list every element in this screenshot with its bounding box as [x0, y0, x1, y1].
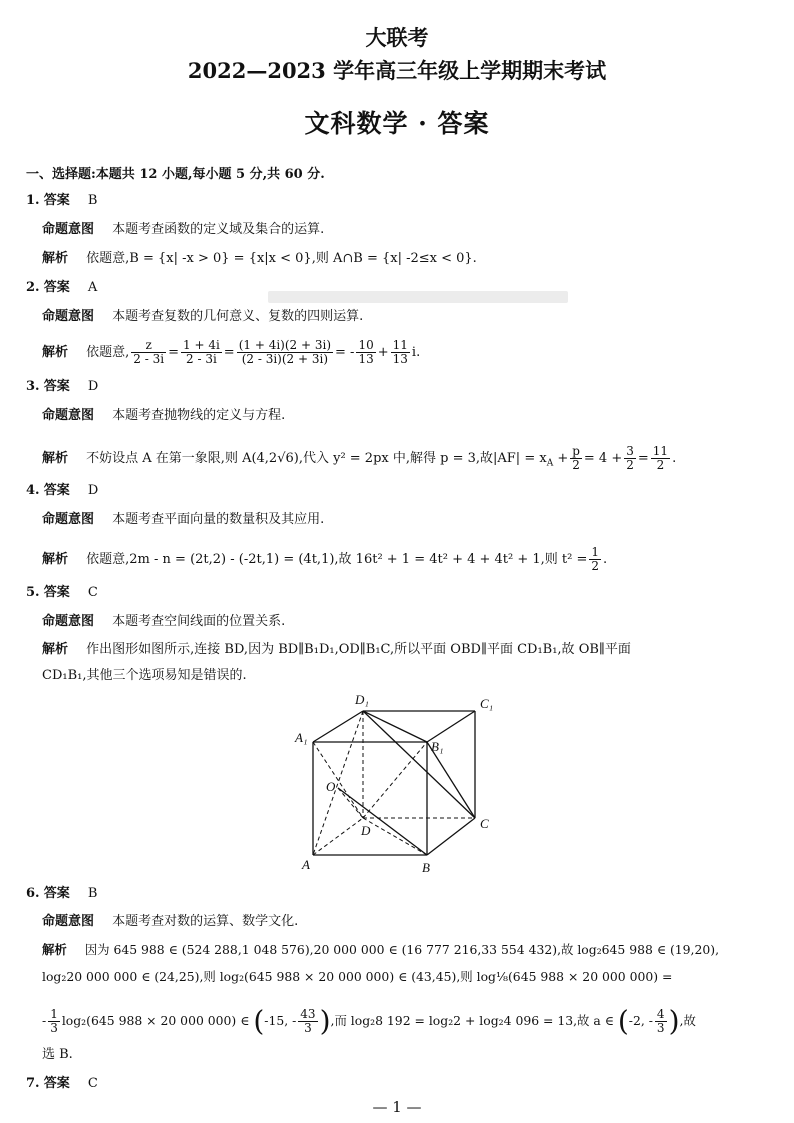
label-O: O [326, 779, 336, 794]
q3-answer-line [26, 379, 98, 395]
q2-analysis-line: 解析 依题意, $\frac{z}{2 - 3i}$ = $\frac{1 + 4i}{2 - 3i}$ = $\frac{(1 + 4i)(2 + 3i)}{(2 - 3i)(2 + 3i)}$ = - $\frac{10}{13}$ + $\frac{11}{13}$ i. [42, 338, 421, 366]
label-A1: A₁ [295, 730, 308, 745]
cube-figure [290, 688, 510, 878]
q5-analysis-line [42, 642, 631, 658]
answer-label: 答案 [43, 379, 70, 394]
q1-intent-line [42, 222, 324, 238]
q5-intent-line [42, 614, 285, 630]
intent-label: 命题意图 [42, 914, 95, 929]
q6-analysis-line-4: 选 B. [42, 1047, 73, 1062]
label-A: A [302, 857, 310, 872]
label-B1: B₁ [431, 739, 444, 754]
intent-label: 命题意图 [42, 614, 95, 629]
intent-label: 命题意图 [42, 512, 95, 527]
q3-intent: 本题考查抛物线的定义与方程. [112, 408, 286, 423]
hidden-edge-A1D [313, 742, 363, 818]
q4-intent: 本题考查平面向量的数量积及其应用. [112, 512, 325, 527]
q5-answer: C [87, 585, 98, 600]
fraction: $\frac{10}{13}$ [358, 338, 374, 366]
q6-answer-line [26, 886, 97, 902]
analysis-label: 解析 [42, 552, 69, 567]
q2-answer: A [87, 280, 98, 295]
q1-analysis: 依题意,B = {x| -x > 0} = {x|x < 0},则 A∩B = {x| -2≤x < 0}. [86, 251, 477, 266]
analysis-label: 解析 [42, 451, 69, 466]
q6-analysis-1: 因为 645 988 ∈ (524 288,1 048 576),20 000 000 ∈ (16 777 216,33 554 432),故 log₂645 988 ∈ (19,20), [84, 942, 720, 957]
exam-title: 2022—2023 学年高三年级上学期期末考试 [187, 58, 607, 83]
intent-label: 命题意图 [42, 309, 95, 324]
hidden-edge-DB1 [363, 742, 427, 818]
section-title: 一、选择题:本题共 12 小题,每小题 5 分,共 60 分. [26, 167, 325, 182]
q1-intent: 本题考查函数的定义域及集合的运算. [112, 222, 325, 237]
q1-answer-line [26, 193, 97, 209]
fraction: $\frac{1}{2}$ [591, 545, 600, 573]
q5-analysis-line-2: CD₁B₁,其他三个选项易知是错误的. [42, 668, 247, 683]
q2-answer-line [26, 280, 97, 296]
q6-answer: B [87, 886, 98, 901]
fraction: $\frac{1}{3}$ [50, 1007, 58, 1035]
q4-analysis-line: 解析 依题意,2m - n = (2t,2) - (-2t,1) = (4t,1),故 16t² + 1 = 4t² + 4 + 4t² + 1,则 t² = $\frac{1}{2}$ . [42, 545, 608, 573]
q6-number: 6. [26, 886, 40, 901]
q5-answer-line [26, 585, 98, 601]
q5-number: 5. [26, 585, 40, 600]
q2-analysis-pre: 依题意, [86, 345, 130, 360]
hidden-edge-AD [313, 818, 363, 855]
answer-label: 答案 [43, 280, 70, 295]
q4-intent-line [42, 512, 324, 528]
answer-label: 答案 [43, 585, 70, 600]
q1-analysis-line [42, 251, 477, 267]
intent-label: 命题意图 [42, 408, 95, 423]
q3-number: 3. [26, 379, 40, 394]
edge-BC [427, 818, 475, 855]
page-number: — 1 — [372, 1098, 422, 1116]
label-D: D [361, 823, 371, 838]
analysis-label: 解析 [42, 942, 67, 957]
answer-label: 答案 [43, 886, 70, 901]
answer-label: 答案 [43, 1076, 70, 1091]
edge-B1C1 [427, 711, 475, 742]
q1-number: 1. [26, 193, 40, 208]
label-C: C [480, 816, 489, 831]
fraction: $\frac{4}{3}$ [656, 1007, 665, 1035]
q3-intent-line [42, 408, 285, 424]
intent-label: 命题意图 [42, 222, 95, 237]
q5-analysis-1: 作出图形如图所示,连接 BD,因为 BD∥B₁D₁,OD∥B₁C,所以平面 OBD∥平面 CD₁B₁,故 OB∥平面 [86, 642, 631, 657]
fraction: $\frac{z}{2 - 3i}$ [133, 338, 165, 366]
fraction: $\frac{(1 + 4i)(2 + 3i)}{(2 - 3i)(2 + 3i)}$ [238, 338, 332, 366]
fraction: $\frac{11}{2}$ [652, 444, 669, 472]
hidden-edge-AD1 [313, 711, 363, 855]
subject-title: 文科数学 · 答案 [304, 109, 490, 138]
fraction: $\frac{11}{13}$ [392, 338, 408, 366]
q6-intent-line [42, 914, 298, 930]
watermark-bar [268, 291, 568, 303]
q3-answer: D [87, 379, 99, 394]
edge-OB [338, 788, 427, 855]
answer-label: 答案 [43, 483, 70, 498]
q4-number: 4. [26, 483, 40, 498]
q7-answer-line [26, 1076, 98, 1092]
q2-number: 2. [26, 280, 40, 295]
label-B: B [422, 860, 430, 875]
edge-D1C [363, 711, 475, 818]
q4-analysis-pre: 依题意,2m - n = (2t,2) - (-2t,1) = (4t,1),故 16t² + 1 = 4t² + 4 + 4t² + 1,则 t² = [86, 552, 588, 567]
q5-intent: 本题考查空间线面的位置关系. [112, 614, 286, 629]
q6-intent: 本题考查对数的运算、数学文化. [112, 914, 299, 929]
q6-analysis-line-2: log₂20 000 000 ∈ (24,25),则 log₂(645 988 × 20 000 000) ∈ (43,45),则 log⅛(645 988 × 20 000 000) = [42, 969, 673, 984]
hidden-edge-DB [363, 818, 427, 855]
label-D1: D₁ [355, 692, 369, 707]
q2-intent-line [42, 309, 363, 325]
q2-intent: 本题考查复数的几何意义、复数的四则运算. [112, 309, 364, 324]
q4-answer: D [87, 483, 99, 498]
q7-number: 7. [26, 1076, 40, 1091]
analysis-label: 解析 [42, 642, 69, 657]
label-C1: C₁ [480, 696, 494, 711]
q6-analysis-line [42, 942, 719, 958]
fraction: $\frac{43}{3}$ [300, 1007, 316, 1035]
q6-analysis-line-3: - $\frac{1}{3}$ log₂(645 988 × 20 000 000) ∈ (-15, - $\frac{43}{3}$ ),而 log₂8 192 = log₂2 + log₂4 096 = 13,故 a ∈ (-2, - $\frac{4}{3}$ ),故 [42, 1004, 696, 1038]
q3-analysis-pre: 不妨设点 A 在第一象限,则 A(4,2√6),代入 y² = 2px 中,解得 p = 3,故|AF| = x [86, 451, 547, 466]
fraction: $\frac{3}{2}$ [626, 444, 634, 472]
answer-label: 答案 [43, 193, 70, 208]
q1-answer: B [87, 193, 98, 208]
q4-answer-line [26, 483, 98, 499]
fraction: $\frac{p}{2}$ [572, 444, 580, 472]
edge-A1D1 [313, 711, 363, 742]
q3-analysis-line: 解析 不妨设点 A 在第一象限,则 A(4,2√6),代入 y² = 2px 中,解得 p = 3,故$|AF| = x_A$ + $\frac{p}{2}$ = 4 + $\frac{3}{2}$ = $\frac{11}{2}$ . [42, 444, 677, 472]
analysis-label: 解析 [42, 345, 69, 360]
q7-answer: C [87, 1076, 98, 1091]
analysis-label: 解析 [42, 251, 69, 266]
edge-D1B1 [363, 711, 427, 742]
fraction: $\frac{1 + 4i}{2 - 3i}$ [183, 338, 220, 366]
exam-org-title: 大联考 [365, 25, 429, 50]
hidden-edge-OD [338, 788, 363, 818]
